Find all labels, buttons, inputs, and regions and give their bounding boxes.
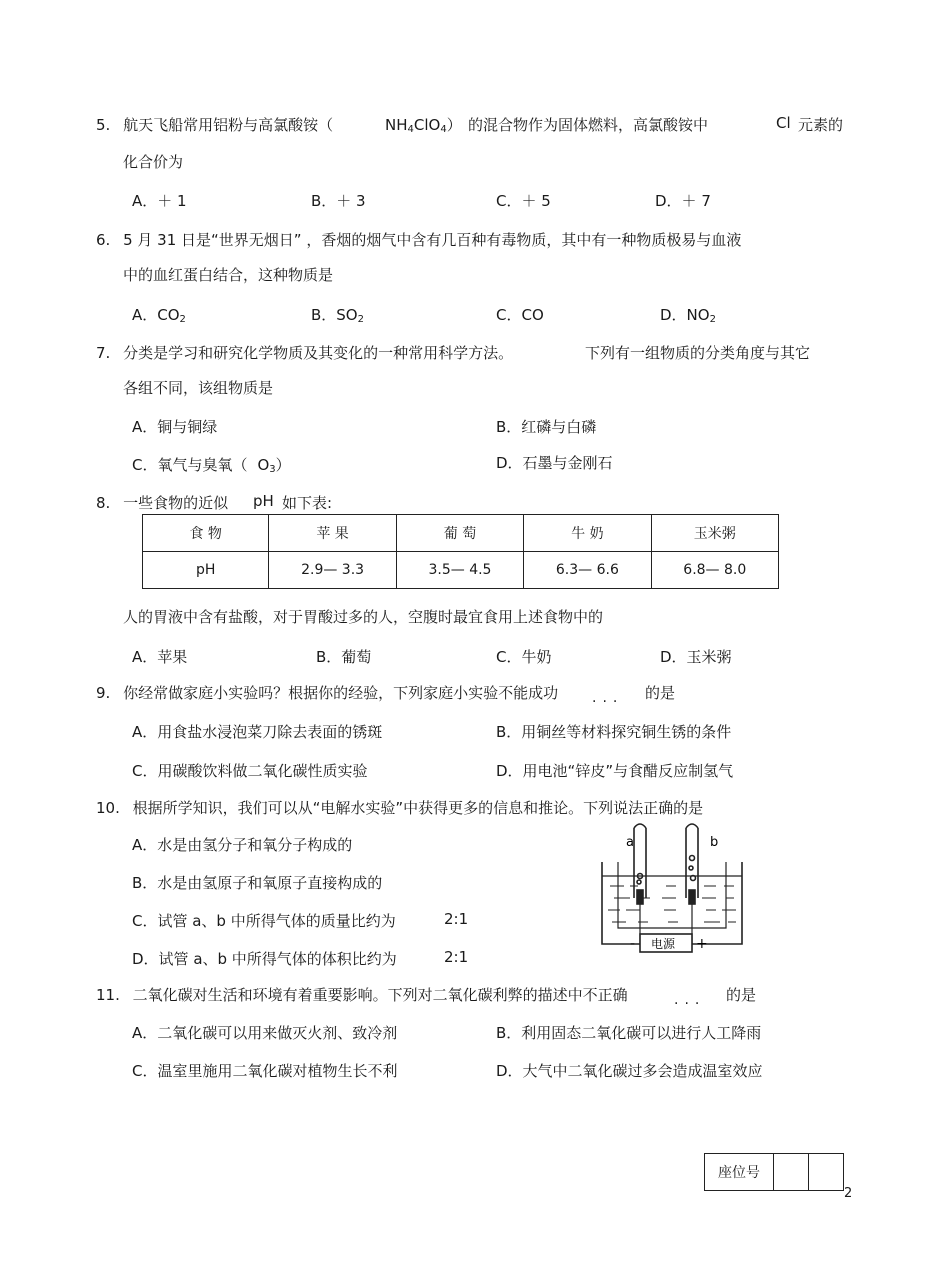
q11-text-b: 的是 xyxy=(726,986,757,1004)
question-number: 11. xyxy=(96,986,120,1004)
table-header-cell: 食 物 xyxy=(143,515,269,552)
table-cell: 3.5— 4.5 xyxy=(396,552,523,589)
q10-ratio-c: 2:1 xyxy=(444,910,469,928)
q5-option-d: D．＋ 7 xyxy=(655,192,711,210)
q10-line1: 10. 根据所学知识，我们可以从“电解水实验”中获得更多的信息和推论。下列说法正确的是 xyxy=(96,799,704,817)
q8-text-b: 如下表: xyxy=(282,494,333,512)
q6-line2: 中的血红蛋白结合，这种物质是 xyxy=(123,266,334,284)
table-row xyxy=(143,552,779,589)
electrolysis-diagram xyxy=(596,818,752,960)
q9-option-c: C．用碳酸饮料做二氧化碳性质实验 xyxy=(132,762,368,780)
q7-line1b: 下列有一组物质的分类角度与其它 xyxy=(585,344,811,362)
q11-option-b: B．利用固态二氧化碳可以进行人工降雨 xyxy=(496,1024,762,1042)
table-header-cell: 葡 萄 xyxy=(396,515,523,552)
q6-option-c: C．CO xyxy=(496,306,544,324)
question-number: 9. xyxy=(96,684,111,702)
test-tube-a xyxy=(634,828,646,898)
q8-option-b: B．葡萄 xyxy=(316,648,372,666)
q10-ratio-d: 2:1 xyxy=(444,948,469,966)
seat-number-box xyxy=(704,1153,844,1191)
q5-text-a: 航天飞船常用铝粉与高氯酸铵（ xyxy=(123,116,334,134)
emphasis-dots: ... xyxy=(674,992,706,1008)
q11-line1: 11. 二氧化碳对生活和环境有着重要影响。下列对二氧化碳利弊的描述中不正确 xyxy=(96,986,628,1004)
q6-option-b: B．$SO_2$ xyxy=(311,306,364,325)
q8-option-d: D．玉米粥 xyxy=(660,648,732,666)
power-label: 电源 xyxy=(651,937,676,951)
q8-option-c: C．牛奶 xyxy=(496,648,552,666)
seat-number-cell[interactable] xyxy=(774,1154,809,1190)
question-number: 6. xyxy=(96,231,111,249)
tube-b-label: b xyxy=(710,835,719,850)
q9-option-a: A．用食盐水浸泡菜刀除去表面的锈斑 xyxy=(132,723,383,741)
beaker-outline xyxy=(602,862,742,944)
tube-a-label: a xyxy=(626,835,634,850)
minus-sign: - xyxy=(630,936,636,952)
q7-line2: 各组不同，该组物质是 xyxy=(123,379,274,397)
q6-line1: 6. 5 月 31 日是“世界无烟日” ，香烟的烟气中含有几百种有毒物质，其中有一种物质极易与血液 xyxy=(96,231,742,249)
question-number: 8. xyxy=(96,494,111,512)
q9-text-b: 的是 xyxy=(645,684,676,702)
table-header-cell: 牛 奶 xyxy=(524,515,651,552)
table-header-cell: 玉米粥 xyxy=(651,515,778,552)
question-number: 7. xyxy=(96,344,111,362)
q9-option-d: D．用电池“锌皮”与食醋反应制氢气 xyxy=(496,762,734,780)
seat-number-label: 座位号 xyxy=(705,1154,774,1190)
q7-option-d: D．石墨与金刚石 xyxy=(496,454,613,472)
q10-option-d: D．试管 a、b 中所得气体的体积比约为 xyxy=(132,950,397,968)
table-cell: 6.8— 8.0 xyxy=(651,552,778,589)
question-number: 5. xyxy=(96,116,111,134)
test-tube-b xyxy=(686,828,698,898)
page-number: 2 xyxy=(844,1186,853,1201)
q5-text-b: 的混合物作为固体燃料，高氯酸铵中 xyxy=(468,116,709,134)
q6-option-d: D．$NO_2$ xyxy=(660,306,716,325)
q11-option-d: D．大气中二氧化碳过多会造成温室效应 xyxy=(496,1062,763,1080)
q7-line1: 7. 分类是学习和研究化学物质及其变化的一种常用科学方法。 xyxy=(96,344,514,362)
q5-option-a: A．＋ 1 xyxy=(132,192,187,210)
emphasis-dots: ... xyxy=(592,690,624,706)
q9-line1: 9. 你经常做家庭小实验吗？根据你的经验，下列家庭小实验不能成功 xyxy=(96,684,559,702)
electrode-b xyxy=(689,890,695,904)
table-header-cell: 苹 果 xyxy=(269,515,396,552)
q9-option-b: B．用铜丝等材料探究铜生锈的条件 xyxy=(496,723,732,741)
plus-sign: + xyxy=(696,936,708,952)
q6-option-a: A．$CO_2$ xyxy=(132,306,186,325)
q7-option-c: C．氧气与臭氧（ $O_3$） xyxy=(132,456,291,475)
q8-option-a: A．苹果 xyxy=(132,648,188,666)
table-header-row xyxy=(143,515,779,552)
electrode-a xyxy=(637,890,643,904)
q7-option-b: B．红磷与白磷 xyxy=(496,418,597,436)
seat-number-cell[interactable] xyxy=(809,1154,843,1190)
ph-table xyxy=(142,514,779,589)
q8-ph-label: pH xyxy=(253,492,274,510)
table-cell: 6.3— 6.6 xyxy=(524,552,651,589)
q5-element: Cl xyxy=(776,114,791,132)
q7-option-a: A．铜与铜绿 xyxy=(132,418,218,436)
table-cell: 2.9— 3.3 xyxy=(269,552,396,589)
q5-formula: $NH_4ClO_4$） xyxy=(385,116,462,135)
question-number: 10. xyxy=(96,799,120,817)
q11-option-c: C．温室里施用二氧化碳对植物生长不利 xyxy=(132,1062,398,1080)
q8-after: 人的胃液中含有盐酸，对于胃酸过多的人，空腹时最宜食用上述食物中的 xyxy=(123,608,604,626)
q10-option-b: B．水是由氢原子和氧原子直接构成的 xyxy=(132,874,383,892)
q5-option-b: B．＋ 3 xyxy=(311,192,366,210)
q5-option-c: C．＋ 5 xyxy=(496,192,551,210)
q10-option-c: C．试管 a、b 中所得气体的质量比约为 xyxy=(132,912,396,930)
q10-option-a: A．水是由氢分子和氧分子构成的 xyxy=(132,836,353,854)
q5-text-c: 元素的 xyxy=(798,116,844,134)
q5-line2: 化合价为 xyxy=(123,153,184,171)
table-cell: pH xyxy=(143,552,269,589)
q11-option-a: A．二氧化碳可以用来做灭火剂、致冷剂 xyxy=(132,1024,398,1042)
q5-line1 xyxy=(96,114,333,135)
q8-line1: 8. 一些食物的近似 xyxy=(96,494,229,512)
